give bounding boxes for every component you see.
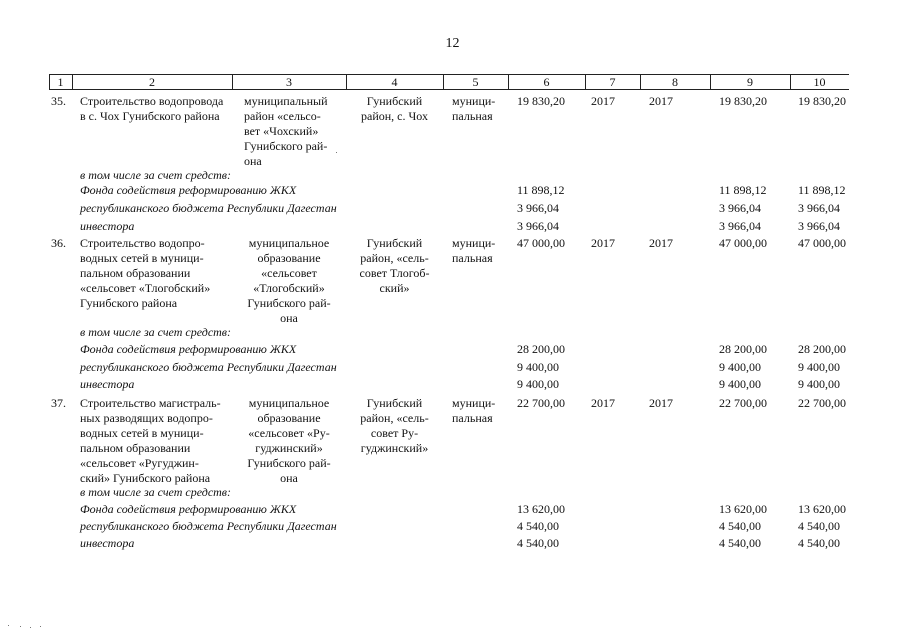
col10-value: 22 700,00 (798, 396, 846, 410)
cost-value: 47 000,00 (517, 236, 565, 250)
property-line: муници- (452, 396, 496, 410)
scan-speck (30, 627, 31, 628)
scan-speck (8, 625, 9, 626)
end-year: 2017 (649, 236, 673, 250)
funding-sources-label: в том числе за счет средств: (80, 325, 232, 339)
funding-label: республиканского бюджета Республики Дагестан (80, 201, 337, 215)
location-line: район, с. Чох (361, 109, 428, 123)
column-header: 9 (747, 75, 753, 89)
start-year: 2017 (591, 396, 615, 410)
owner-line: район «сельсо- (244, 109, 321, 123)
scan-speck (336, 152, 337, 153)
column-header: 3 (286, 75, 292, 89)
owner-line: муниципальное (248, 236, 330, 250)
column-header: 4 (391, 75, 398, 89)
funding-value: 4 540,00 (517, 536, 559, 550)
funding-value: 9 400,00 (719, 377, 761, 391)
column-header: 8 (672, 75, 678, 89)
owner-line: вет «Чохский» (244, 124, 319, 138)
col9-value: 22 700,00 (719, 396, 767, 410)
scan-speck (20, 626, 21, 627)
funding-sources-label: в том числе за счет средств: (80, 485, 232, 499)
funding-value: 28 200,00 (517, 342, 565, 356)
funding-value: 28 200,00 (798, 342, 846, 356)
col10-value: 19 830,20 (798, 94, 846, 108)
object-name-line: Гунибского района (80, 296, 178, 310)
funding-value: 11 898,12 (517, 183, 565, 197)
funding-value: 3 966,04 (798, 201, 840, 215)
location-line: Гунибский (366, 396, 423, 410)
funding-value: 9 400,00 (517, 360, 559, 374)
funding-value: 11 898,12 (798, 183, 846, 197)
funding-value: 4 540,00 (719, 536, 761, 550)
funding-value: 4 540,00 (798, 519, 840, 533)
end-year: 2017 (649, 94, 673, 108)
cost-value: 19 830,20 (517, 94, 565, 108)
funding-label: республиканского бюджета Республики Дагестан (80, 519, 337, 533)
col9-value: 47 000,00 (719, 236, 767, 250)
owner-line: она (280, 311, 298, 325)
owner-line: «сельсовет (261, 266, 317, 280)
location-line: Гунибский (366, 236, 423, 250)
location-line: совет Тлогоб- (359, 266, 430, 280)
location-line: ский» (379, 281, 410, 295)
cost-value: 22 700,00 (517, 396, 565, 410)
object-name-line: «сельсовет «Ругуджин- (80, 456, 199, 470)
row-number: 37. (51, 396, 66, 410)
object-name-line: Строительство водопро- (80, 236, 205, 250)
funding-label: инвестора (80, 536, 135, 550)
column-header: 1 (57, 75, 64, 89)
funding-label: Фонда содействия реформированию ЖКХ (80, 342, 297, 356)
object-name-line: «сельсовет «Тлогобский» (80, 281, 211, 295)
column-header: 7 (609, 75, 616, 89)
location-line: совет Ру- (370, 426, 419, 440)
location-line: гуджинский» (360, 441, 429, 455)
header-bottom-border (49, 89, 849, 90)
funding-label: республиканского бюджета Республики Дагестан (80, 360, 337, 374)
object-name-line: пальном образовании (80, 441, 191, 455)
funding-label: инвестора (80, 219, 135, 233)
funding-sources-label: в том числе за счет средств: (80, 168, 232, 182)
object-name-line: ных разводящих водопро- (80, 411, 213, 425)
column-header: 10 (813, 75, 826, 89)
row-number: 35. (51, 94, 66, 108)
funding-label: Фонда содействия реформированию ЖКХ (80, 183, 297, 197)
location-line: Гунибский (366, 94, 423, 108)
object-name-line: в с. Чох Гунибского района (80, 109, 220, 123)
funding-value: 3 966,04 (517, 201, 559, 215)
start-year: 2017 (591, 236, 615, 250)
property-line: муници- (452, 94, 496, 108)
column-header: 5 (472, 75, 479, 89)
funding-value: 13 620,00 (798, 502, 846, 516)
start-year: 2017 (591, 94, 615, 108)
funding-value: 13 620,00 (517, 502, 565, 516)
scan-speck (40, 626, 41, 627)
funding-value: 9 400,00 (798, 360, 840, 374)
funding-value: 4 540,00 (517, 519, 559, 533)
col9-value: 19 830,20 (719, 94, 767, 108)
funding-value: 3 966,04 (719, 219, 761, 233)
owner-line: Гунибского рай- (247, 296, 331, 310)
col10-value: 47 000,00 (798, 236, 846, 250)
funding-label: Фонда содействия реформированию ЖКХ (80, 502, 297, 516)
owner-line: Гунибского рай- (247, 456, 331, 470)
funding-value: 3 966,04 (517, 219, 559, 233)
property-line: муници- (452, 236, 496, 250)
property-line: пальная (452, 411, 493, 425)
owner-line: Гунибского рай- (244, 139, 328, 153)
owner-line: она (280, 471, 298, 485)
owner-line: муниципальное (248, 396, 330, 410)
object-name-line: ский» Гунибского района (80, 471, 211, 485)
funding-value: 9 400,00 (798, 377, 840, 391)
funding-value: 28 200,00 (719, 342, 767, 356)
funding-value: 11 898,12 (719, 183, 767, 197)
column-header: 6 (543, 75, 550, 89)
object-name-line: водных сетей в муници- (80, 251, 204, 265)
location-line: район, «сель- (360, 251, 429, 265)
funding-value: 3 966,04 (798, 219, 840, 233)
funding-value: 3 966,04 (719, 201, 761, 215)
location-line: район, «сель- (360, 411, 429, 425)
row-number: 36. (51, 236, 66, 250)
owner-line: образование (257, 411, 321, 425)
owner-line: муниципальный (244, 94, 328, 108)
object-name-line: Строительство магистраль- (80, 396, 221, 410)
property-line: пальная (452, 251, 493, 265)
column-header: 2 (149, 75, 155, 89)
funding-value: 4 540,00 (719, 519, 761, 533)
owner-line: «Тлогобский» (253, 281, 325, 295)
funding-label: инвестора (80, 377, 135, 391)
property-line: пальная (452, 109, 493, 123)
page-number: 12 (445, 36, 460, 51)
owner-line: она (244, 154, 262, 168)
object-name-line: водных сетей в муници- (80, 426, 204, 440)
funding-value: 9 400,00 (719, 360, 761, 374)
object-name-line: пальном образовании (80, 266, 191, 280)
funding-value: 13 620,00 (719, 502, 767, 516)
object-name-line: Строительство водопровода (80, 94, 224, 108)
owner-line: «сельсовет «Ру- (248, 426, 330, 440)
funding-value: 9 400,00 (517, 377, 559, 391)
owner-line: образование (257, 251, 321, 265)
owner-line: гуджинский» (255, 441, 323, 455)
funding-value: 4 540,00 (798, 536, 840, 550)
end-year: 2017 (649, 396, 673, 410)
